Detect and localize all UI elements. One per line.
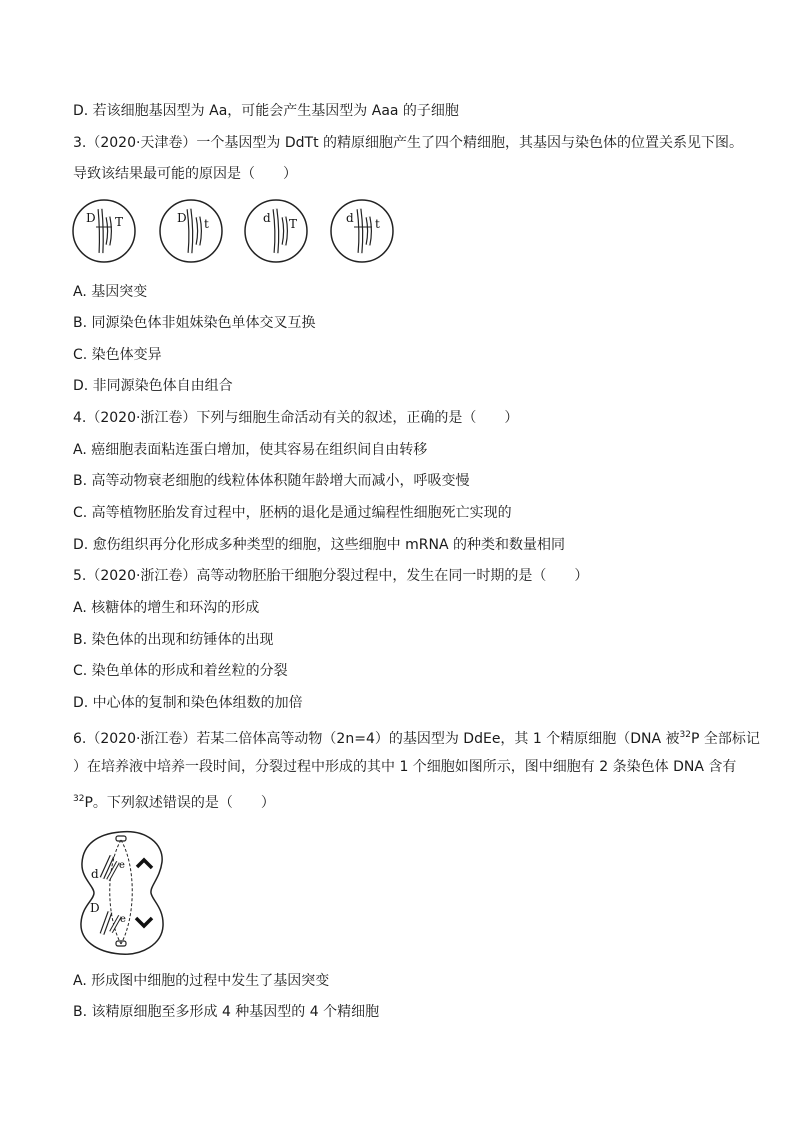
q3-option-c: C. 染色体变异 <box>73 347 162 363</box>
cell-2-right-gene: t <box>204 217 209 231</box>
q6-stem-line-1-text: 6.（2020·浙江卷）若某二倍体高等动物（2n=4）的基因型为 DdEe，其 1 个精原细胞（DNA 被 <box>73 731 680 747</box>
cell-4-left-gene: d <box>346 211 354 225</box>
q5-option-a: A. 核糖体的增生和环沟的形成 <box>73 600 260 616</box>
gene-label-e-top: e <box>119 860 125 871</box>
cell-1-right-gene: T <box>115 215 124 229</box>
q6-stem-line-3-text: P。下列叙述错误的是（ ） <box>84 795 275 811</box>
q6-stem-line-2: ）在培养液中培养一段时间，分裂过程中形成的其中 1 个细胞如图所示，图中细胞有 2 条染色体 DNA 含有 <box>73 759 737 775</box>
spindle-fiber-right <box>121 840 132 944</box>
q6-isotope-superscript-1: 32 <box>679 730 691 740</box>
gene-label-d: d <box>91 867 99 881</box>
q5-option-b: B. 染色体的出现和纺锤体的出现 <box>73 632 274 648</box>
q3-stem-line-1: 3.（2020·天津卷）一个基因型为 DdTt 的精原细胞产生了四个精细胞，其基因与染色体的位置关系见下图。 <box>73 135 744 151</box>
cell-1-left-gene: D <box>86 211 96 225</box>
gene-label-D: D <box>90 901 100 915</box>
q5-stem: 5.（2020·浙江卷）高等动物胚胎干细胞分裂过程中，发生在同一时期的是（ ） <box>73 568 589 584</box>
q6-stem-line-1 <box>73 725 760 749</box>
cell-membrane <box>81 832 163 955</box>
q5-option-d: D. 中心体的复制和染色体组数的加倍 <box>73 695 303 711</box>
cell-3-left-gene: d <box>263 211 271 225</box>
q4-option-c: C. 高等植物胚胎发育过程中，胚柄的退化是通过编程性细胞死亡实现的 <box>73 505 512 521</box>
q5-option-c: C. 染色单体的形成和着丝粒的分裂 <box>73 663 288 679</box>
q6-isotope-superscript-2: 32 <box>73 794 85 804</box>
q6-option-b: B. 该精原细胞至多形成 4 种基因型的 4 个精细胞 <box>73 1004 380 1020</box>
sperm-cell-2 <box>160 200 222 262</box>
q2-option-d: D. 若该细胞基因型为 Aa，可能会产生基因型为 Aaa 的子细胞 <box>73 103 459 119</box>
cell-4-right-gene: t <box>375 217 380 231</box>
sperm-cell-4 <box>331 200 393 262</box>
q3-figure-sperm-cells <box>72 196 432 268</box>
q4-option-d: D. 愈伤组织再分化形成多种类型的细胞，这些细胞中 mRNA 的种类和数量相同 <box>73 537 565 553</box>
q4-option-b: B. 高等动物衰老细胞的线粒体体积随年龄增大而减小，呼吸变慢 <box>73 473 470 489</box>
q3-option-b: B. 同源染色体非姐妹染色单体交叉互换 <box>73 315 316 331</box>
q6-figure-dividing-cell <box>76 826 186 958</box>
sperm-cell-3 <box>245 200 307 262</box>
cell-2-left-gene: D <box>177 211 187 225</box>
q3-option-a: A. 基因突变 <box>73 284 148 300</box>
gene-label-e-bottom: e <box>120 914 126 925</box>
q6-stem-line-1-tail: P 全部标记 <box>690 731 760 747</box>
chromosome-lower-right <box>136 918 152 926</box>
cell-3-right-gene: T <box>289 217 298 231</box>
sperm-cell-1 <box>73 200 135 262</box>
q4-option-a: A. 癌细胞表面粘连蛋白增加，使其容易在组织间自由转移 <box>73 442 428 458</box>
q6-stem-line-3 <box>73 789 275 813</box>
q4-stem: 4.（2020·浙江卷）下列与细胞生命活动有关的叙述，正确的是（ ） <box>73 410 519 426</box>
q6-option-a: A. 形成图中细胞的过程中发生了基因突变 <box>73 973 330 989</box>
q3-option-d: D. 非同源染色体自由组合 <box>73 378 233 394</box>
q3-stem-line-2: 导致该结果最可能的原因是（ ） <box>73 166 297 182</box>
chromosome-upper-right <box>137 860 152 868</box>
